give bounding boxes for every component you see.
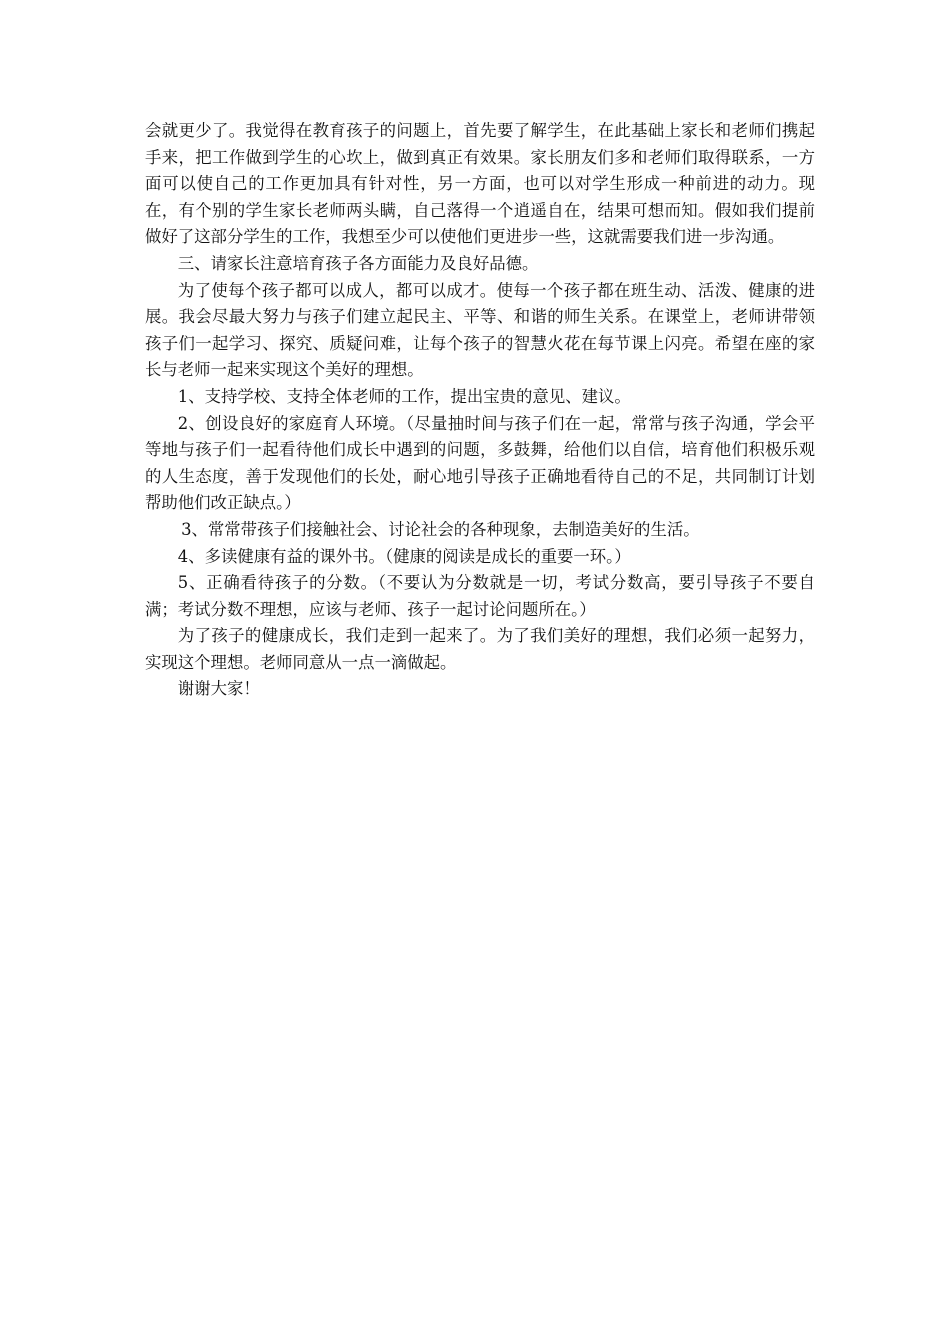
list-item-3: 3、常常带孩子们接触社会、讨论社会的各种现象，去制造美好的生活。: [181, 519, 700, 539]
list-item-5: 5、正确看待孩子的分数。（不要认为分数就是一切，考试分数高，要引导孩子不要自满；考试分数不理想，应该与老师、孩子一起讨论问题所在。）: [145, 573, 815, 619]
list-item-4: 4、多读健康有益的课外书。（健康的阅读是成长的重要一环。）: [177, 546, 631, 566]
paragraph-thanks: 谢谢大家！: [177, 679, 260, 699]
list-item-2: 2、创设良好的家庭育人环境。（尽量抽时间与孩子们在一起，常常与孩子沟通，学会平等地与孩子们一起看待他们成长中遇到的问题，多鼓舞，给他们以自信，培育他们积极乐观的人生态度，善于发现他们的长处，耐心地引导孩子正确地看待自己的不足，共同制订计划帮助他们改正缺点。）: [145, 413, 815, 513]
list-item-1: 1、支持学校、支持全体老师的工作，提出宝贵的意见、建议。: [177, 386, 631, 406]
section-heading-three: 三、请家长注意培育孩子各方面能力及良好品德。: [177, 253, 539, 273]
paragraph-goal: 为了使每个孩子都可以成人，都可以成才。使每一个孩子都在班生动、活泼、健康的进展。我会尽最大努力与孩子们建立起民主、平等、和谐的师生关系。在课堂上，老师讲带领孩子们一起学习、探究、质疑问难，让每个孩子的智慧火花在每节课上闪亮。希望在座的家长与老师一起来实现这个美好的理想。: [145, 280, 815, 380]
document-body: [145, 118, 815, 703]
paragraph-continuation: 会就更少了。我觉得在教育孩子的问题上，首先要了解学生，在此基础上家长和老师们携起手来，把工作做到学生的心坎上，做到真正有效果。家长朋友们多和老师们取得联系，一方面可以使自己的工作更加具有针对性，另一方面，也可以对学生形成一种前进的动力。现在，有个别的学生家长老师两头瞒，自己落得一个逍遥自在，结果可想而知。假如我们提前做好了这部分学生的工作，我想至少可以使他们更进步一些，这就需要我们进一步沟通。: [145, 121, 815, 247]
paragraph-closing: 为了孩子的健康成长，我们走到一起来了。为了我们美好的理想，我们必须一起努力，实现这个理想。老师同意从一点一滴做起。: [145, 626, 815, 672]
